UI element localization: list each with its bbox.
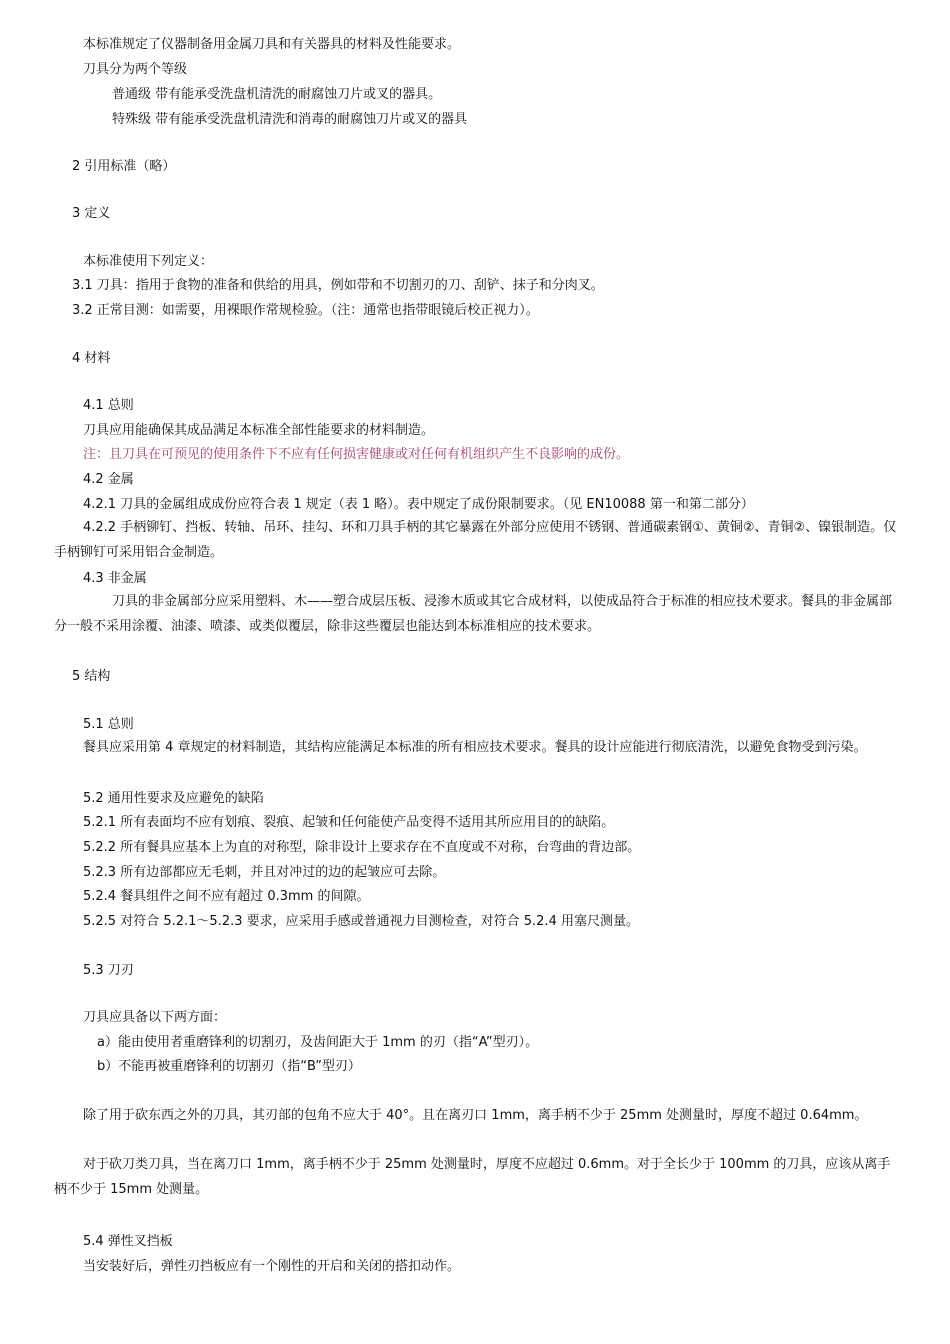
section-3-heading: 3 定义 bbox=[72, 206, 111, 221]
section-5-2-2: 5.2.2 所有餐具应基本上为直的对称型，除非设计上要求存在不直度或不对称，台弯曲的背边部。 bbox=[83, 840, 641, 855]
section-4-2-1: 4.2.1 刀具的金属组成成份应符合表 1 规定（表 1 略）。表中规定了成份限制要求。（见 EN10088 第一和第二部分） bbox=[83, 497, 754, 512]
section-5-4-heading: 5.4 弹性叉挡板 bbox=[83, 1234, 173, 1249]
section-4-1-heading: 4.1 总则 bbox=[83, 398, 134, 413]
section-4-1-text: 刀具应用能确保其成品满足本标准全部性能要求的材料制造。 bbox=[83, 423, 435, 438]
section-5-heading: 5 结构 bbox=[72, 669, 111, 684]
grade-special: 特殊级 带有能承受洗盘机清洗和消毒的耐腐蚀刀片或叉的器具 bbox=[112, 112, 468, 127]
blade-type-a: a）能由使用者重磨锋利的切割刃，及齿间距大于 1mm 的刃（指“A”型刃）。 bbox=[97, 1035, 539, 1050]
intro-grades: 刀具分为两个等级 bbox=[83, 62, 188, 77]
section-5-3-chopper: 对于砍刀类刀具，当在离刀口 1mm，离手柄不少于 25mm 处测量时，厚度不应超过 0.6mm。对于全长少于 100mm 的刀具，应该从离手柄不少于 15mm 处测量。 bbox=[54, 1157, 891, 1197]
section-2-heading: 2 引用标准（略） bbox=[72, 159, 176, 174]
section-4-heading: 4 材料 bbox=[72, 351, 111, 366]
section-4-2-heading: 4.2 金属 bbox=[83, 472, 134, 487]
section-4-3-text: 刀具的非金属部分应采用塑料、木——塑合成层压板、浸渗木质或其它合成材料，以使成品符合于标准的相应技术要求。餐具的非金属部分一般不采用涂覆、油漆、喷漆、或类似覆层，除非这些覆层也能达到本标准相应的技术要求。 bbox=[54, 594, 893, 634]
grade-normal: 普通级 带有能承受洗盘机清洗的耐腐蚀刀片或叉的器具。 bbox=[112, 87, 442, 102]
section-5-2-3: 5.2.3 所有边部都应无毛刺，并且对冲过的边的起皱应可去除。 bbox=[83, 865, 446, 880]
section-4-2-2: 4.2.2 手柄铆钉、挡板、转轴、吊环、挂勾、环和刀具手柄的其它暴露在外部分应使用不锈钢、普通碳素钢①、黄铜②、青铜②、镍银制造。仅手柄铆钉可采用铝合金制造。 bbox=[54, 520, 897, 560]
section-5-2-5: 5.2.5 对符合 5.2.1～5.2.3 要求，应采用手感或普通视力目测检查，对符合 5.2.4 用塞尺测量。 bbox=[83, 914, 639, 929]
blade-type-b: b）不能再被重磨锋利的切割刃（指“B”型刃） bbox=[97, 1059, 361, 1074]
section-5-1-heading: 5.1 总则 bbox=[83, 717, 134, 732]
section-5-4-text: 当安装好后，弹性刃挡板应有一个刚性的开启和关闭的搭扣动作。 bbox=[83, 1259, 461, 1274]
section-4-1-note: 注：且刀具在可预见的使用条件下不应有任何损害健康或对任何有机组织产生不良影响的成份。 bbox=[83, 447, 630, 462]
section-5-3-heading: 5.3 刀刃 bbox=[83, 963, 134, 978]
definition-3-1: 3.1 刀具：指用于食物的准备和供给的用具，例如带和不切割刃的刀、刮铲、抹子和分肉叉。 bbox=[72, 278, 604, 293]
section-5-2-heading: 5.2 通用性要求及应避免的缺陷 bbox=[83, 791, 264, 806]
section-5-3-intro: 刀具应具备以下两方面： bbox=[83, 1010, 227, 1025]
intro-scope: 本标准规定了仪器制备用金属刀具和有关器具的材料及性能要求。 bbox=[83, 37, 461, 52]
definitions-intro: 本标准使用下列定义： bbox=[83, 254, 214, 269]
section-5-3-angle: 除了用于砍东西之外的刀具，其刃部的包角不应大于 40°。且在离刃口 1mm，离手柄不少于 25mm 处测量时，厚度不超过 0.64mm。 bbox=[83, 1108, 868, 1123]
section-4-3-heading: 4.3 非金属 bbox=[83, 571, 147, 586]
section-5-2-1: 5.2.1 所有表面均不应有划痕、裂痕、起皱和任何能使产品变得不适用其所应用目的的缺陷。 bbox=[83, 815, 615, 830]
section-5-1-text: 餐具应采用第 4 章规定的材料制造，其结构应能满足本标准的所有相应技术要求。餐具的设计应能进行彻底清洗，以避免食物受到污染。 bbox=[83, 740, 867, 755]
section-5-2-4: 5.2.4 餐具组件之间不应有超过 0.3mm 的间隙。 bbox=[83, 889, 370, 904]
definition-3-2: 3.2 正常目测：如需要，用裸眼作常规检验。（注：通常也指带眼镜后校正视力）。 bbox=[72, 303, 539, 318]
